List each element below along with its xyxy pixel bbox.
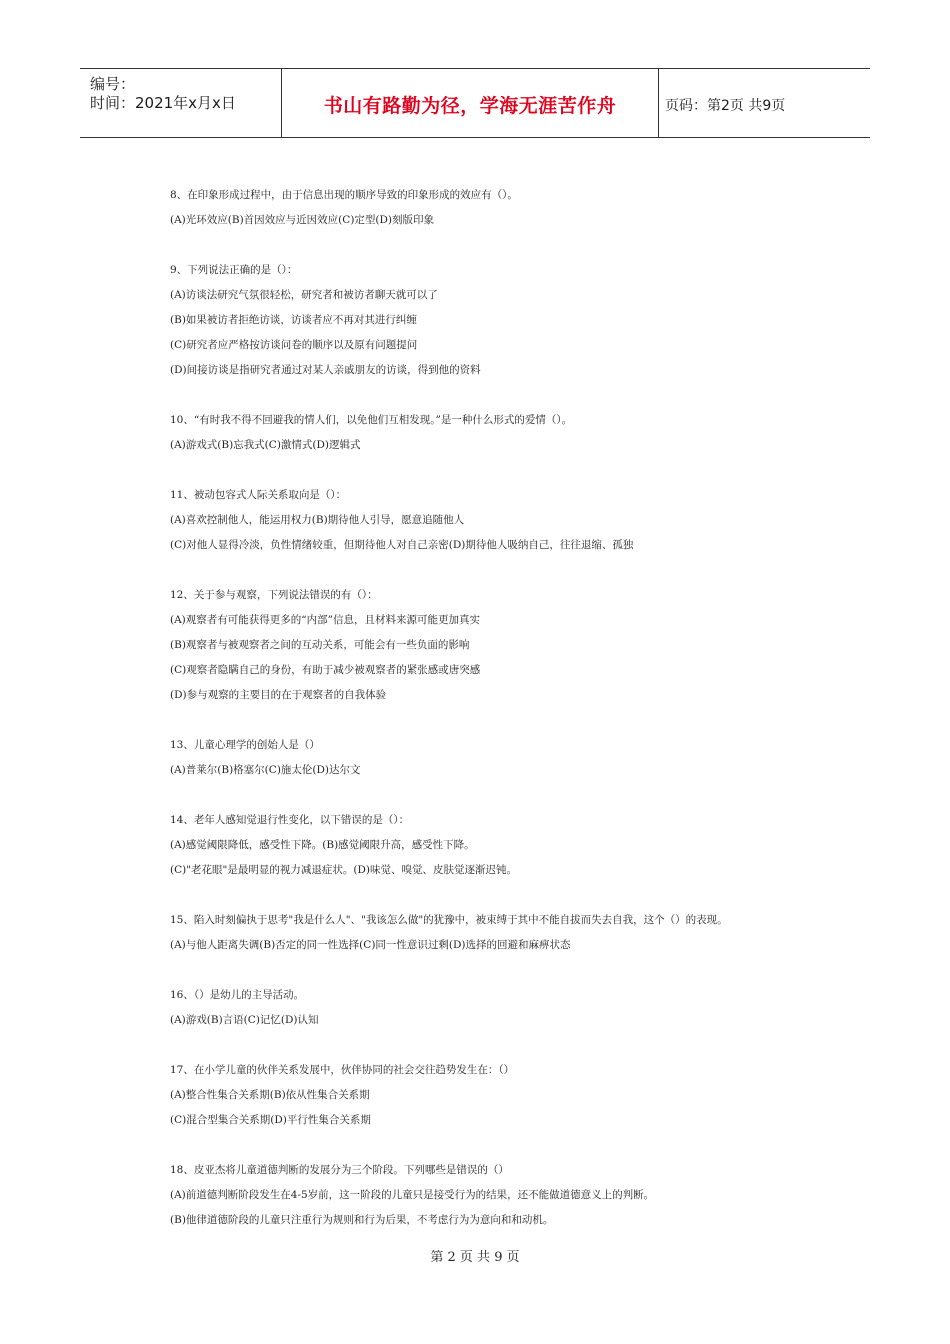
question-options: (C)对他人显得冷淡，负性情绪较重，但期待他人对自己亲密(D)期待他人吸纳自己，往往退缩、孤独 [170, 539, 634, 551]
question-stem: 18、皮亚杰将儿童道德判断的发展分为三个阶段。下列哪些是错误的（） [170, 1164, 509, 1176]
question-options: (A)访谈法研究气氛很轻松，研究者和被访者聊天就可以了 [170, 289, 438, 301]
question-options: (A)光环效应(B)首因效应与近因效应(C)定型(D)刻版印象 [170, 214, 435, 226]
question-options: (A)普莱尔(B)格塞尔(C)施太伦(D)达尔文 [170, 764, 361, 776]
page-footer: 第 2 页 共 9 页 [430, 1250, 520, 1265]
document-number-label: 编号： [90, 75, 136, 93]
question-item [170, 910, 830, 960]
question-options: (C)混合型集合关系期(D)平行性集合关系期 [170, 1114, 371, 1126]
question-stem: 16、（）是幼儿的主导活动。 [170, 989, 305, 1001]
question-options: (A)观察者有可能获得更多的“内部”信息，且材料来源可能更加真实 [170, 614, 481, 626]
question-options: (B)观察者与被观察者之间的互动关系，可能会有一些负面的影响 [170, 639, 470, 651]
question-options: (A)与他人距离失调(B)否定的同一性选择(C)同一性意识过剩(D)选择的回避和麻痹状态 [170, 939, 571, 951]
question-options: (D)参与观察的主要目的在于观察者的自我体验 [170, 689, 387, 701]
question-options: (B)如果被访者拒绝访谈，访谈者应不再对其进行纠缠 [170, 314, 417, 326]
question-item [170, 985, 830, 1035]
question-item [170, 1060, 830, 1135]
question-stem: 12、关于参与观察，下列说法错误的有（）： [170, 589, 378, 601]
question-stem: 14、老年人感知觉退行性变化，以下错误的是（）： [170, 814, 410, 826]
question-item [170, 485, 830, 560]
header-page-cell [659, 69, 870, 137]
question-options: (B)他律道德阶段的儿童只注重行为规则和行为后果，不考虑行为为意向和和动机。 [170, 1214, 554, 1226]
page-info-text: 页码：第2页 共9页 [665, 98, 786, 114]
question-item [170, 185, 830, 235]
question-item [170, 410, 830, 460]
question-item [170, 1160, 830, 1235]
question-options: (A)喜欢控制他人，能运用权力(B)期待他人引导，愿意追随他人 [170, 514, 465, 526]
question-stem: 11、被动包容式人际关系取向是（）： [170, 489, 347, 501]
question-stem: 15、陷入时刻偏执于思考"我是什么人"、"我该怎么做"的犹豫中，被束缚于其中不能自拔而失去自我，这个（）的表现。 [170, 914, 728, 926]
page-header [80, 68, 870, 138]
question-item [170, 260, 830, 385]
question-stem: 17、在小学儿童的伙伴关系发展中，伙伴协同的社会交往趋势发生在：（） [170, 1064, 515, 1076]
question-item [170, 735, 830, 785]
header-motto-cell [282, 69, 659, 137]
question-options: (C)研究者应严格按访谈问卷的顺序以及原有问题提问 [170, 339, 418, 351]
question-item [170, 585, 830, 710]
header-meta-cell [80, 69, 282, 137]
question-options: (C)"老花眼"是最明显的视力减退症状。(D)味觉、嗅觉、皮肤觉逐渐迟钝。 [170, 864, 517, 876]
question-options: (A)游戏(B)言语(C)记忆(D)认知 [170, 1014, 319, 1026]
question-options: (A)前道德判断阶段发生在4-5岁前，这一阶段的儿童只是接受行为的结果，还不能做道德意义上的判断。 [170, 1189, 655, 1201]
question-item [170, 810, 830, 885]
question-stem: 9、下列说法正确的是（）： [170, 264, 298, 276]
motto-text: 书山有路勤为径，学海无涯苦作舟 [323, 95, 617, 117]
question-stem: 8、在印象形成过程中，由于信息出现的顺序导致的印象形成的效应有（）。 [170, 189, 518, 201]
question-options: (D)间接访谈是指研究者通过对某人亲戚朋友的访谈，得到他的资料 [170, 364, 481, 376]
question-list [170, 185, 830, 1260]
question-options: (C)观察者隐瞒自己的身份，有助于减少被观察者的紧张感或唐突感 [170, 664, 481, 676]
question-options: (A)游戏式(B)忘我式(C)激情式(D)逻辑式 [170, 439, 361, 451]
question-options: (A)感觉阈限降低，感受性下降。(B)感觉阈限升高，感受性下降。 [170, 839, 475, 851]
document-date-label: 时间：2021年x月x日 [90, 94, 236, 112]
question-stem: 10、“有时我不得不回避我的情人们，以免他们互相发现。”是一种什么形式的爱情（）。 [170, 414, 573, 426]
question-options: (A)整合性集合关系期(B)依从性集合关系期 [170, 1089, 370, 1101]
question-stem: 13、儿童心理学的创始人是（） [170, 739, 320, 751]
